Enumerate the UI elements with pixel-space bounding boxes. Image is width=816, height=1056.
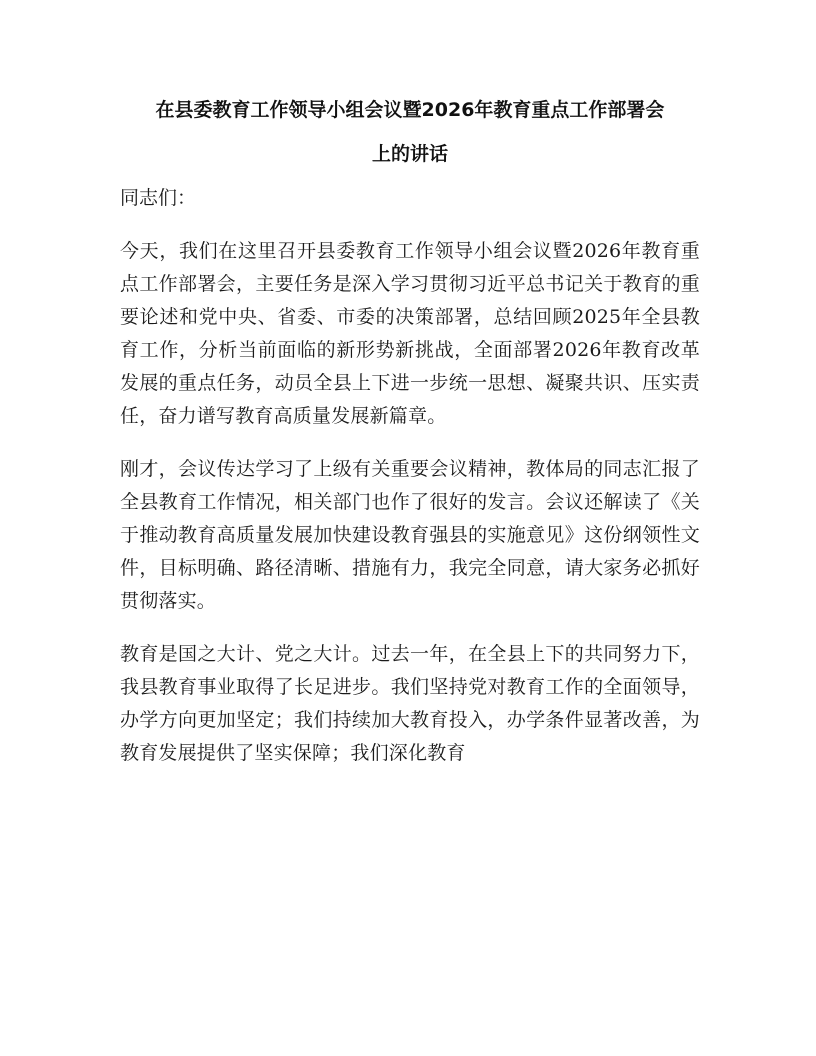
document-title: [120, 88, 700, 176]
paragraph-3: 教育是国之大计、党之大计。过去一年，在全县上下的共同努力下，我县教育事业取得了长足进步。我们坚持党对教育工作的全面领导，办学方向更加坚定；我们持续加大教育投入，办学条件显著改善，为教育发展提供了坚实保障；我们深化教育: [120, 643, 700, 764]
paragraph-1: 今天，我们在这里召开县委教育工作领导小组会议暨2026年教育重点工作部署会，主要任务是深入学习贯彻习近平总书记关于教育的重要论述和党中央、省委、市委的决策部署，总结回顾2025年全县教育工作，分析当前面临的新形势新挑战，全面部署2026年教育改革发展的重点任务，动员全县上下进一步统一思想、凝聚共识、压实责任，奋力谱写教育高质量发展新篇章。: [120, 240, 700, 427]
title-line-1: 在县委教育工作领导小组会议暨2026年教育重点工作部署会: [155, 99, 665, 121]
paragraph-2: 刚才，会议传达学习了上级有关重要会议精神，教体局的同志汇报了全县教育工作情况，相关部门也作了很好的发言。会议还解读了《关于推动教育高质量发展加快建设教育强县的实施意见》这份纲领性文件，目标明确、路径清晰、措施有力，我完全同意，请大家务必抓好贯彻落实。: [120, 458, 700, 612]
document-page: [120, 88, 700, 790]
title-line-2: 上的讲话: [371, 143, 448, 165]
salutation: 同志们：: [120, 187, 197, 209]
